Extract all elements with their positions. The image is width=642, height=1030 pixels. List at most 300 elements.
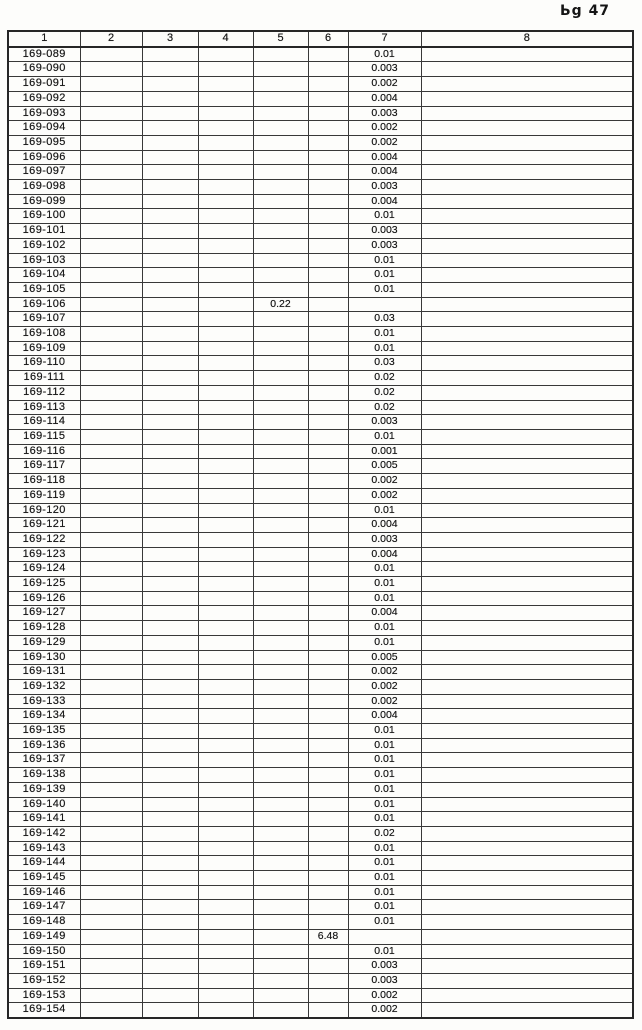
- table-cell: [253, 474, 308, 489]
- table-cell: [142, 224, 198, 239]
- table-cell: [80, 165, 142, 180]
- table-cell: [142, 194, 198, 209]
- table-row: [8, 768, 633, 783]
- table-cell: [142, 165, 198, 180]
- table-cell: [253, 532, 308, 547]
- table-cell: [421, 150, 633, 165]
- table-cell: [142, 606, 198, 621]
- table-cell: [308, 444, 348, 459]
- table-cell: [253, 974, 308, 989]
- table-cell: [421, 209, 633, 224]
- row-id-cell: 169-110: [8, 356, 80, 371]
- row-id-cell: 169-123: [8, 547, 80, 562]
- table-row: [8, 253, 633, 268]
- table-cell: [308, 738, 348, 753]
- table-cell: [253, 885, 308, 900]
- table-cell: [253, 459, 308, 474]
- table-cell: [421, 91, 633, 106]
- table-cell: 0.002: [348, 665, 421, 680]
- table-cell: [253, 518, 308, 533]
- table-cell: [80, 797, 142, 812]
- table-cell: [253, 47, 308, 62]
- table-cell: [421, 915, 633, 930]
- table-cell: [421, 900, 633, 915]
- table-cell: [308, 694, 348, 709]
- row-id-cell: 169-091: [8, 77, 80, 92]
- row-id-cell: 169-136: [8, 738, 80, 753]
- table-row: [8, 503, 633, 518]
- table-row: [8, 679, 633, 694]
- table-cell: [80, 1003, 142, 1018]
- table-cell: [80, 826, 142, 841]
- table-cell: [198, 209, 253, 224]
- row-id-cell: 169-112: [8, 385, 80, 400]
- row-id-cell: 169-144: [8, 856, 80, 871]
- table-row: [8, 988, 633, 1003]
- table-cell: [421, 429, 633, 444]
- table-cell: 0.01: [348, 738, 421, 753]
- table-cell: [253, 77, 308, 92]
- table-cell: [142, 959, 198, 974]
- table-row: [8, 518, 633, 533]
- table-cell: [421, 694, 633, 709]
- table-cell: [80, 341, 142, 356]
- table-cell: [198, 753, 253, 768]
- table-cell: [198, 194, 253, 209]
- table-cell: [308, 180, 348, 195]
- row-id-cell: 169-092: [8, 91, 80, 106]
- table-cell: [80, 591, 142, 606]
- table-cell: [421, 753, 633, 768]
- table-cell: 0.002: [348, 988, 421, 1003]
- column-header: 3: [142, 31, 198, 47]
- table-row: [8, 738, 633, 753]
- table-cell: [198, 871, 253, 886]
- table-cell: 0.004: [348, 91, 421, 106]
- table-cell: [80, 915, 142, 930]
- table-row: [8, 709, 633, 724]
- row-id-cell: 169-147: [8, 900, 80, 915]
- table-cell: [421, 224, 633, 239]
- table-cell: [80, 988, 142, 1003]
- table-cell: 0.22: [253, 297, 308, 312]
- table-cell: 0.01: [348, 753, 421, 768]
- table-header: [8, 31, 633, 47]
- table-cell: [80, 518, 142, 533]
- table-cell: [421, 841, 633, 856]
- table-cell: [198, 915, 253, 930]
- table-cell: [308, 518, 348, 533]
- table-cell: [142, 900, 198, 915]
- table-cell: [198, 253, 253, 268]
- table-cell: [308, 106, 348, 121]
- table-row: [8, 826, 633, 841]
- table-cell: [308, 841, 348, 856]
- table-cell: [198, 694, 253, 709]
- table-cell: [253, 768, 308, 783]
- table-cell: [80, 724, 142, 739]
- table-cell: [80, 768, 142, 783]
- column-header: 4: [198, 31, 253, 47]
- table-cell: [308, 474, 348, 489]
- table-cell: [308, 665, 348, 680]
- table-row: [8, 429, 633, 444]
- table-cell: [198, 665, 253, 680]
- table-cell: 0.01: [348, 885, 421, 900]
- table-cell: [80, 194, 142, 209]
- table-cell: [80, 753, 142, 768]
- table-cell: [253, 856, 308, 871]
- table-cell: 0.001: [348, 444, 421, 459]
- table-cell: [142, 356, 198, 371]
- table-cell: [253, 135, 308, 150]
- table-cell: [253, 591, 308, 606]
- table-row: [8, 327, 633, 342]
- table-cell: [198, 91, 253, 106]
- table-cell: 0.003: [348, 224, 421, 239]
- table-cell: [308, 988, 348, 1003]
- table-cell: 0.003: [348, 974, 421, 989]
- table-cell: [80, 885, 142, 900]
- table-cell: 0.02: [348, 385, 421, 400]
- table-cell: [142, 532, 198, 547]
- table-cell: [142, 885, 198, 900]
- row-id-cell: 169-116: [8, 444, 80, 459]
- table-cell: [253, 341, 308, 356]
- table-cell: 0.01: [348, 47, 421, 62]
- row-id-cell: 169-103: [8, 253, 80, 268]
- table-cell: [80, 209, 142, 224]
- table-cell: [308, 356, 348, 371]
- row-id-cell: 169-145: [8, 871, 80, 886]
- table-cell: [80, 738, 142, 753]
- table-cell: [142, 400, 198, 415]
- table-cell: [198, 606, 253, 621]
- page-corner-label: Ьg 47: [560, 3, 611, 19]
- row-id-cell: 169-134: [8, 709, 80, 724]
- table-cell: [253, 238, 308, 253]
- row-id-cell: 169-099: [8, 194, 80, 209]
- table-cell: [421, 606, 633, 621]
- table-cell: [198, 77, 253, 92]
- table-cell: [308, 47, 348, 62]
- row-id-cell: 169-105: [8, 282, 80, 297]
- table-cell: [142, 209, 198, 224]
- row-id-cell: 169-096: [8, 150, 80, 165]
- table-cell: 0.01: [348, 797, 421, 812]
- table-cell: [142, 753, 198, 768]
- table-cell: 0.01: [348, 915, 421, 930]
- table-cell: [308, 562, 348, 577]
- table-cell: [308, 532, 348, 547]
- table-cell: [198, 297, 253, 312]
- table-cell: [308, 385, 348, 400]
- table-cell: [80, 429, 142, 444]
- table-cell: [142, 974, 198, 989]
- table-cell: 0.03: [348, 312, 421, 327]
- table-cell: [198, 1003, 253, 1018]
- table-cell: [198, 812, 253, 827]
- table-cell: [253, 738, 308, 753]
- table-cell: [308, 194, 348, 209]
- table-cell: [142, 577, 198, 592]
- table-row: [8, 444, 633, 459]
- table-cell: [80, 562, 142, 577]
- column-header: 1: [8, 31, 80, 47]
- row-id-cell: 169-132: [8, 679, 80, 694]
- table-cell: 0.01: [348, 841, 421, 856]
- table-cell: [198, 224, 253, 239]
- table-cell: 0.01: [348, 253, 421, 268]
- table-cell: [142, 562, 198, 577]
- table-cell: [198, 532, 253, 547]
- table-row: [8, 62, 633, 77]
- table-cell: [80, 503, 142, 518]
- table-cell: [308, 885, 348, 900]
- table-row: [8, 900, 633, 915]
- table-cell: [80, 709, 142, 724]
- table-cell: [253, 826, 308, 841]
- table-cell: [142, 444, 198, 459]
- table-cell: [142, 797, 198, 812]
- table-cell: 0.005: [348, 459, 421, 474]
- row-id-cell: 169-140: [8, 797, 80, 812]
- table-cell: [198, 371, 253, 386]
- table-cell: [253, 503, 308, 518]
- table-cell: 0.01: [348, 562, 421, 577]
- table-cell: [421, 944, 633, 959]
- table-cell: [421, 679, 633, 694]
- table-cell: [80, 929, 142, 944]
- table-cell: [198, 165, 253, 180]
- table-cell: [253, 577, 308, 592]
- table-cell: [198, 341, 253, 356]
- table-cell: [80, 532, 142, 547]
- table-cell: [421, 47, 633, 62]
- table-cell: [198, 47, 253, 62]
- table-cell: [142, 591, 198, 606]
- table-cell: [142, 297, 198, 312]
- row-id-cell: 169-115: [8, 429, 80, 444]
- table-cell: [308, 871, 348, 886]
- row-id-cell: 169-109: [8, 341, 80, 356]
- row-id-cell: 169-090: [8, 62, 80, 77]
- table-cell: [308, 812, 348, 827]
- table-cell: [421, 180, 633, 195]
- table-cell: [142, 812, 198, 827]
- table-cell: [421, 415, 633, 430]
- table-row: [8, 974, 633, 989]
- row-id-cell: 169-143: [8, 841, 80, 856]
- table-cell: [253, 400, 308, 415]
- table-cell: 0.002: [348, 679, 421, 694]
- table-cell: [421, 400, 633, 415]
- table-cell: [421, 856, 633, 871]
- table-row: [8, 929, 633, 944]
- table-cell: [421, 459, 633, 474]
- table-cell: [308, 606, 348, 621]
- row-id-cell: 169-153: [8, 988, 80, 1003]
- table-cell: [80, 356, 142, 371]
- table-cell: [80, 959, 142, 974]
- table-cell: 0.002: [348, 77, 421, 92]
- row-id-cell: 169-122: [8, 532, 80, 547]
- row-id-cell: 169-152: [8, 974, 80, 989]
- table-cell: [80, 635, 142, 650]
- row-id-cell: 169-141: [8, 812, 80, 827]
- table-cell: [80, 812, 142, 827]
- table-cell: [253, 562, 308, 577]
- table-row: [8, 635, 633, 650]
- table-cell: [142, 621, 198, 636]
- table-cell: [308, 1003, 348, 1018]
- table-row: [8, 135, 633, 150]
- table-cell: [308, 297, 348, 312]
- table-cell: [198, 135, 253, 150]
- row-id-cell: 169-107: [8, 312, 80, 327]
- table-cell: [253, 194, 308, 209]
- table-cell: [253, 356, 308, 371]
- table-cell: [421, 826, 633, 841]
- table-cell: [308, 768, 348, 783]
- table-cell: [198, 856, 253, 871]
- table-cell: 0.002: [348, 694, 421, 709]
- table-cell: [198, 459, 253, 474]
- table-cell: [142, 724, 198, 739]
- table-cell: [253, 180, 308, 195]
- table-row: [8, 944, 633, 959]
- table-cell: [308, 944, 348, 959]
- table-cell: [348, 297, 421, 312]
- table-cell: [80, 474, 142, 489]
- table-cell: [80, 47, 142, 62]
- table-cell: [142, 768, 198, 783]
- table-cell: [80, 121, 142, 136]
- table-cell: [80, 224, 142, 239]
- table-cell: 0.01: [348, 782, 421, 797]
- table-cell: [421, 591, 633, 606]
- table-cell: [198, 400, 253, 415]
- row-id-cell: 169-127: [8, 606, 80, 621]
- table-cell: [421, 547, 633, 562]
- table-cell: 0.01: [348, 577, 421, 592]
- table-cell: [308, 312, 348, 327]
- table-cell: [308, 724, 348, 739]
- row-id-cell: 169-120: [8, 503, 80, 518]
- table-cell: [421, 782, 633, 797]
- table-cell: 0.01: [348, 209, 421, 224]
- column-header: 5: [253, 31, 308, 47]
- table-row: [8, 268, 633, 283]
- table-cell: [253, 1003, 308, 1018]
- row-id-cell: 169-113: [8, 400, 80, 415]
- row-id-cell: 169-095: [8, 135, 80, 150]
- table-cell: [198, 444, 253, 459]
- table-cell: [198, 738, 253, 753]
- row-id-cell: 169-125: [8, 577, 80, 592]
- table-cell: 0.01: [348, 429, 421, 444]
- table-cell: [142, 91, 198, 106]
- table-row: [8, 121, 633, 136]
- table-cell: [253, 312, 308, 327]
- table-cell: [80, 180, 142, 195]
- table-cell: [80, 238, 142, 253]
- table-cell: [308, 591, 348, 606]
- table-cell: [142, 135, 198, 150]
- table-row: [8, 841, 633, 856]
- table-cell: [308, 165, 348, 180]
- table-cell: [308, 121, 348, 136]
- table-cell: [80, 385, 142, 400]
- table-cell: [198, 944, 253, 959]
- row-id-cell: 169-129: [8, 635, 80, 650]
- row-id-cell: 169-104: [8, 268, 80, 283]
- table-cell: [308, 503, 348, 518]
- table-cell: 0.002: [348, 135, 421, 150]
- table-row: [8, 591, 633, 606]
- table-cell: [80, 282, 142, 297]
- table-cell: 0.003: [348, 62, 421, 77]
- table-cell: 0.004: [348, 709, 421, 724]
- table-cell: [421, 253, 633, 268]
- row-id-cell: 169-121: [8, 518, 80, 533]
- table-cell: [80, 679, 142, 694]
- table-cell: [142, 47, 198, 62]
- table-cell: [142, 77, 198, 92]
- table-row: [8, 856, 633, 871]
- table-cell: [253, 988, 308, 1003]
- table-cell: [421, 503, 633, 518]
- table-cell: [421, 282, 633, 297]
- table-cell: 0.01: [348, 268, 421, 283]
- table-cell: [253, 900, 308, 915]
- table-cell: [142, 988, 198, 1003]
- table-cell: [253, 665, 308, 680]
- row-id-cell: 169-100: [8, 209, 80, 224]
- table-cell: [80, 135, 142, 150]
- table-cell: [308, 150, 348, 165]
- table-cell: [198, 238, 253, 253]
- table-row: [8, 209, 633, 224]
- table-cell: [198, 121, 253, 136]
- table-cell: 0.004: [348, 194, 421, 209]
- table-row: [8, 400, 633, 415]
- table-cell: 0.01: [348, 591, 421, 606]
- table-cell: [421, 974, 633, 989]
- table-row: [8, 341, 633, 356]
- row-id-cell: 169-117: [8, 459, 80, 474]
- table-cell: [308, 826, 348, 841]
- table-row: [8, 532, 633, 547]
- table-row: [8, 577, 633, 592]
- table-cell: [198, 268, 253, 283]
- table-cell: 0.002: [348, 474, 421, 489]
- table-cell: [142, 679, 198, 694]
- table-cell: [198, 591, 253, 606]
- table-cell: [421, 988, 633, 1003]
- row-id-cell: 169-094: [8, 121, 80, 136]
- table-row: [8, 797, 633, 812]
- table-cell: [198, 518, 253, 533]
- table-cell: [421, 135, 633, 150]
- table-row: [8, 488, 633, 503]
- table-cell: [421, 1003, 633, 1018]
- table-cell: [198, 679, 253, 694]
- table-cell: 0.003: [348, 415, 421, 430]
- table-row: [8, 782, 633, 797]
- row-id-cell: 169-149: [8, 929, 80, 944]
- table-cell: [198, 988, 253, 1003]
